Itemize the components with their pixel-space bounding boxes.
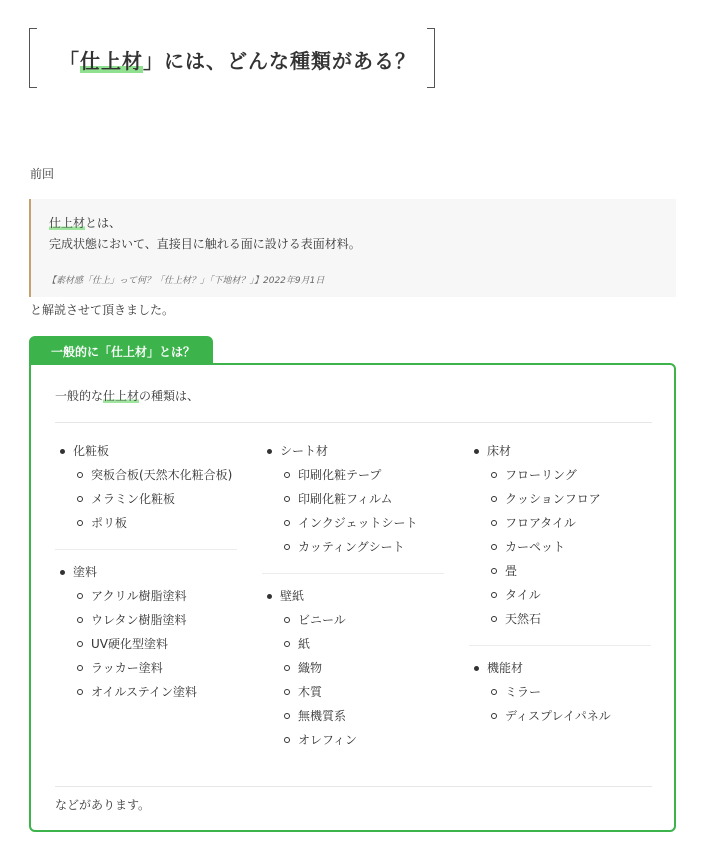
category-group: [262, 439, 444, 559]
previous-label: 前回: [30, 167, 55, 181]
list-item: 天然石: [469, 607, 651, 631]
list-item: 突板合板(天然木化粧合板): [55, 463, 237, 487]
list-item: ミラー: [469, 680, 651, 704]
list-item: アクリル樹脂塗料: [55, 584, 237, 608]
list-item: 織物: [262, 656, 444, 680]
category-name: シート材: [262, 439, 444, 463]
column-2: [262, 439, 444, 752]
list-item: オレフィン: [262, 728, 444, 752]
quote-term-line: 仕上材とは、: [49, 216, 122, 230]
list-item: ラッカー塗料: [55, 656, 237, 680]
list-item: メラミン化粧板: [55, 487, 237, 511]
group-divider: [469, 645, 651, 646]
group-divider: [262, 573, 444, 574]
heading-bracket-left: [29, 28, 37, 88]
list-item: タイル: [469, 583, 651, 607]
quote-citation: 【素材感「仕上」って何？「仕上材？」「下地材？」】2022年9月1日: [47, 276, 325, 286]
list-item: ディスプレイパネル: [469, 704, 651, 728]
list-item: インクジェットシート: [262, 511, 444, 535]
after-quote-text: と解説させて頂きました。: [30, 303, 175, 317]
box-intro: 一般的な仕上材の種類は、: [55, 389, 200, 403]
intro-term: 仕上材: [103, 389, 140, 403]
category-group: [55, 439, 237, 535]
category-name: 塗料: [55, 560, 237, 584]
list-item: カーペット: [469, 535, 651, 559]
list-item: UV硬化型塗料: [55, 632, 237, 656]
heading-highlight: 仕上材: [80, 49, 143, 73]
category-group: [469, 656, 651, 728]
category-group: [55, 560, 237, 704]
quote-definition: 完成状態において、直接目に触れる面に設ける表面材料。: [49, 237, 361, 251]
intro-divider: [55, 422, 652, 423]
list-item: カッティングシート: [262, 535, 444, 559]
list-item: 無機質系: [262, 704, 444, 728]
quote-term: 仕上材: [49, 216, 86, 230]
box-outro: などがあります。: [55, 798, 151, 812]
category-name: 壁紙: [262, 584, 444, 608]
list-item: ポリ板: [55, 511, 237, 535]
info-box: [29, 363, 676, 832]
list-item: 紙: [262, 632, 444, 656]
list-item: 木質: [262, 680, 444, 704]
category-group: [262, 584, 444, 752]
list-item: ビニール: [262, 608, 444, 632]
group-divider: [55, 549, 237, 550]
list-item: 印刷化粧テープ: [262, 463, 444, 487]
list-item: オイルステイン塗料: [55, 680, 237, 704]
section-heading: [29, 28, 435, 88]
column-3: [469, 439, 651, 728]
column-1: [55, 439, 237, 704]
list-item: クッションフロア: [469, 487, 651, 511]
category-name: 床材: [469, 439, 651, 463]
list-item: フロアタイル: [469, 511, 651, 535]
category-name: 化粧板: [55, 439, 237, 463]
list-item: 畳: [469, 559, 651, 583]
heading-bracket-right: [427, 28, 435, 88]
category-group: [469, 439, 651, 631]
box-tab-label: 一般的に「仕上材」とは？: [29, 336, 213, 364]
heading-title: 「仕上材」には、どんな種類がある？: [59, 49, 416, 73]
list-item: フローリング: [469, 463, 651, 487]
list-item: 印刷化粧フィルム: [262, 487, 444, 511]
category-name: 機能材: [469, 656, 651, 680]
outro-divider: [55, 786, 652, 787]
list-item: ウレタン樹脂塗料: [55, 608, 237, 632]
blockquote: [29, 199, 676, 297]
